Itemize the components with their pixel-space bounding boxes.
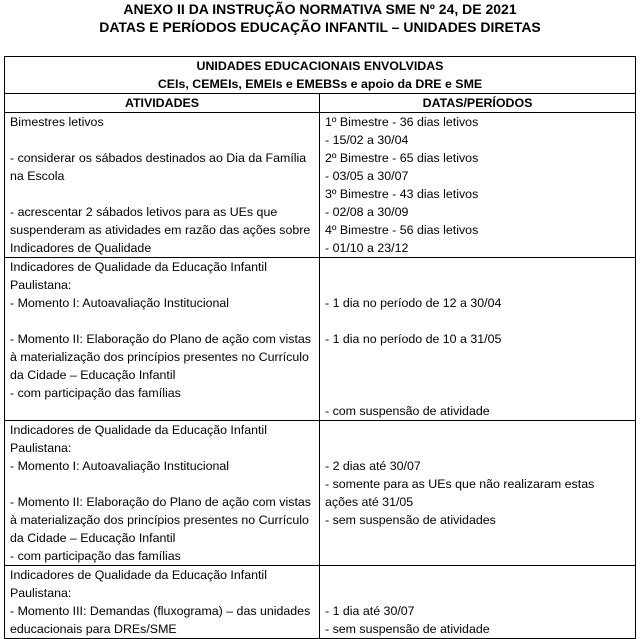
date-line: - 15/02 a 30/04	[325, 133, 409, 147]
table-row	[5, 113, 636, 258]
date-line	[325, 421, 635, 439]
date-line: - com suspensão de atividade	[325, 404, 490, 418]
dates-table	[4, 56, 636, 639]
header-line-1: UNIDADES EDUCACIONAIS ENVOLVIDAS	[196, 59, 444, 73]
date-line	[325, 384, 635, 402]
date-line: 4º Bimestre - 56 dias letivos	[325, 223, 479, 237]
activity-line	[10, 475, 319, 493]
activity-line: Paulistana:	[10, 586, 72, 600]
table-header-row	[5, 57, 636, 94]
activities-cell	[5, 113, 320, 258]
activity-line: - com participação das famílias	[10, 549, 181, 563]
activity-line: à materialização dos princípios presentes no Currículo	[10, 513, 309, 527]
date-line	[325, 584, 635, 602]
title-line-2: DATAS E PERÍODOS EDUCAÇÃO INFANTIL – UNIDADES DIRETAS	[99, 19, 541, 35]
activity-line: Paulistana:	[10, 441, 72, 455]
table-header	[5, 57, 636, 94]
activity-line: à materialização dos princípios presentes no Currículo	[10, 350, 309, 364]
activity-line: - acrescentar 2 sábados letivos para as UEs que	[10, 205, 278, 219]
activity-line: - considerar os sábados destinados ao Dia da Família	[10, 151, 307, 165]
activities-cell	[5, 421, 320, 566]
activity-line	[10, 402, 319, 420]
activity-line: educacionais para DREs/SME	[10, 622, 177, 636]
date-line: - sem suspensão de atividade	[325, 622, 490, 636]
dates-cell	[320, 421, 636, 566]
activity-line: na Escola	[10, 169, 65, 183]
activity-line: - Momento I: Autoavaliação Institucional	[10, 459, 230, 473]
date-line: 3º Bimestre - 43 dias letivos	[325, 187, 479, 201]
title-line-1: ANEXO II DA INSTRUÇÃO NORMATIVA SME Nº 24, DE 2021	[123, 1, 517, 17]
date-line: - 2 dias até 30/07	[325, 459, 421, 473]
activity-line: Indicadores de Qualidade da Educação Infantil	[10, 568, 267, 582]
activity-line: - Momento II: Elaboração do Plano de ação com vistas	[10, 495, 311, 509]
activity-line: da Cidade – Educação Infantil	[10, 531, 176, 545]
activity-line	[10, 131, 319, 149]
date-line: - 1 dia no período de 12 a 30/04	[325, 296, 502, 310]
date-line: - sem suspensão de atividades	[325, 513, 496, 527]
activity-line: - Momento I: Autoavaliação Institucional	[10, 296, 230, 310]
activity-line	[10, 312, 319, 330]
column-header-activities: ATIVIDADES	[5, 94, 320, 113]
header-line-2: CEIs, CEMEIs, EMEIs e EMEBSs e apoio da DRE e SME	[157, 77, 483, 91]
table-row	[5, 566, 636, 639]
table-row	[5, 421, 636, 566]
date-line: - 01/10 a 23/12	[325, 241, 409, 255]
activity-line: Indicadores de Qualidade da Educação Infantil	[10, 260, 267, 274]
date-line	[325, 258, 635, 276]
date-line	[325, 312, 635, 330]
activity-line: - Momento III: Demandas (fluxograma) – das unidades	[10, 604, 311, 618]
activities-cell	[5, 258, 320, 421]
activity-line: Indicadores de Qualidade	[10, 241, 152, 255]
activity-line: - com participação das famílias	[10, 386, 181, 400]
activity-line: Paulistana:	[10, 278, 72, 292]
date-line: ações até 31/05	[325, 495, 414, 509]
date-line	[325, 529, 635, 547]
column-header-dates: DATAS/PERÍODOS	[320, 94, 636, 113]
table-body	[5, 113, 636, 639]
date-line: - 02/08 a 30/09	[325, 205, 409, 219]
activity-line	[10, 185, 319, 203]
date-line	[325, 348, 635, 366]
activity-line: Bimestres letivos	[10, 115, 104, 129]
dates-cell	[320, 113, 636, 258]
table-row	[5, 258, 636, 421]
column-header-row	[5, 94, 636, 113]
activity-line: - Momento II: Elaboração do Plano de ação com vistas	[10, 332, 311, 346]
date-line	[325, 547, 635, 565]
activity-line: da Cidade – Educação Infantil	[10, 368, 176, 382]
date-line	[325, 439, 635, 457]
date-line	[325, 566, 635, 584]
date-line: - 03/05 a 30/07	[325, 169, 409, 183]
date-line	[325, 276, 635, 294]
date-line: - somente para as UEs que não realizaram estas	[325, 477, 595, 491]
date-line: - 1 dia até 30/07	[325, 604, 415, 618]
activities-cell	[5, 566, 320, 639]
dates-cell	[320, 566, 636, 639]
dates-cell	[320, 258, 636, 421]
activity-line: Indicadores de Qualidade da Educação Infantil	[10, 423, 267, 437]
date-line	[325, 366, 635, 384]
document-title	[0, 0, 640, 36]
date-line: - 1 dia no período de 10 a 31/05	[325, 332, 502, 346]
date-line: 2º Bimestre - 65 dias letivos	[325, 151, 479, 165]
date-line: 1º Bimestre - 36 dias letivos	[325, 115, 479, 129]
activity-line: suspenderam as atividades em razão das ações sobre	[10, 223, 311, 237]
